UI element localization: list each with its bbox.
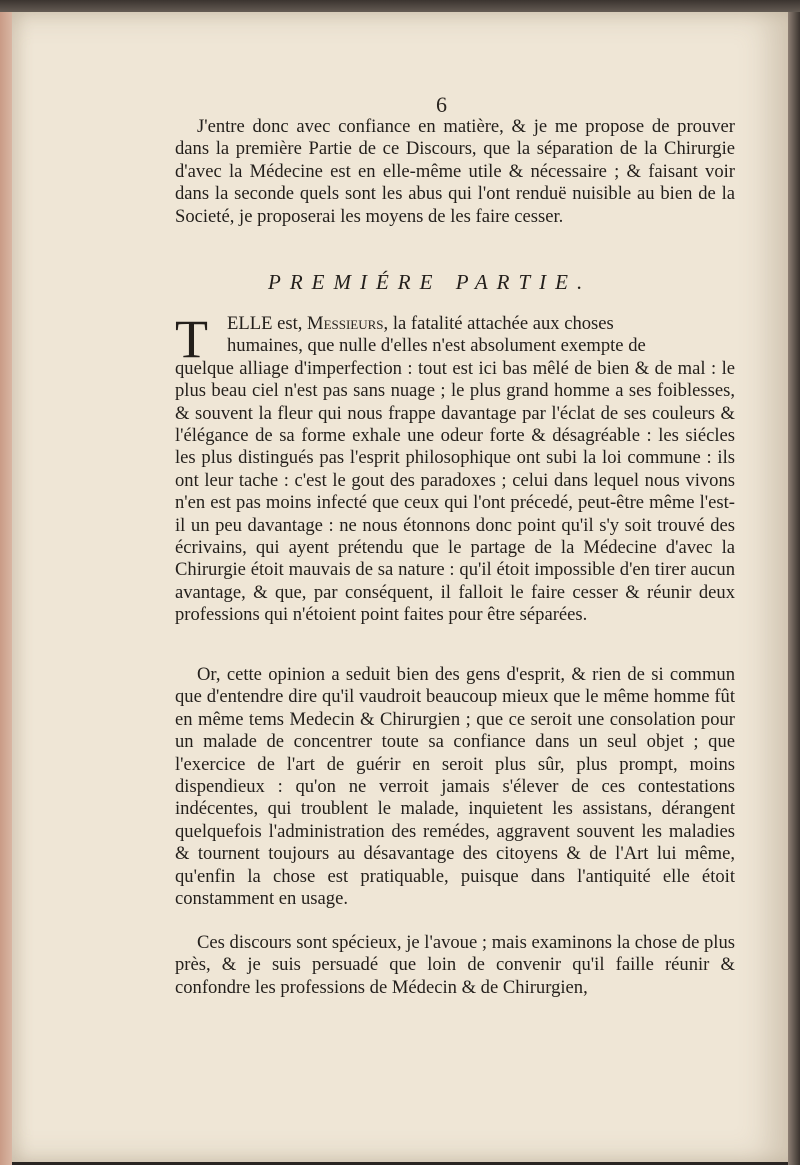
page-left-edge bbox=[0, 12, 12, 1165]
paragraph-telle-line2: humaines, que nulle d'elles n'est absolument exempte de bbox=[227, 335, 646, 357]
line1-tail: , la fatalité attachée aux choses bbox=[383, 313, 614, 334]
drop-cap: T bbox=[175, 309, 208, 369]
paragraph-telle-rest: quelque alliage d'imperfection : tout est ici bas mêlé de bien & de mal : le plus beau ciel n'est pas sans nuage ; le plus grand homme a ses foiblesses, & souvent la fleur qui nous frappe davantage par l'éclat de ses couleurs & l'élégance de sa forme exhale une odeur forte & désagréable : les siécles les plus distingués pas l'esprit philosophique ont subi la loi commune : ils ont leur tache : c'est le gout des paradoxes ; celui dans lequel nous vivons n'en est pas moins infecté que ceux qui l'ont précedé, peut-être même l'est-il un peu davantage : ne nous étonnons donc point qu'il s'y soit trouvé des écrivains, qui ayent prétendu que le partage de la Médecine d'avec la Chirurgie étoit mauvais de sa nature : qu'il étoit impossible d'en tirer aucun avantage, & que, par conséquent, il falloit le faire cesser & réunir deux professions qui n'étoient point faites pour être séparées. bbox=[175, 357, 735, 626]
paragraph-discours: Ces discours sont spécieux, je l'avoue ; mais examinons la chose de plus près, & je suis persuadé que loin de convenir qu'il faille réunir & confondre les professions de Médecin & de Chirurgien, bbox=[175, 932, 735, 998]
page-number: 6 bbox=[436, 92, 447, 117]
address-messieurs: Messieurs bbox=[307, 313, 384, 334]
line1-start: ELLE est, bbox=[227, 313, 303, 334]
page-right-edge bbox=[788, 12, 800, 1165]
paragraph-opinion: Or, cette opinion a seduit bien des gens d'esprit, & rien de si commun que d'entendre dire qu'il vaudroit beaucoup mieux que le même homme fût en même tems Medecin & Chirurgien ; que ce seroit une consolation pour un malade de concentrer toute sa confiance dans un seul objet ; que l'exercice de l'art de guérir en seroit plus sûr, plus prompt, moins dispendieux : qu'on ne verroit jamais s'élever de ces contestations indécentes, qui troublent le malade, inquietent les assistans, dérangent quelquefois l'administration des remédes, aggravent souvent les maladies & tournent toujours au désavantage des citoyens & de l'Art lui même, qu'enfin la chose est pratiquable, puisque dans l'antiquité elle étoit constamment en usage. bbox=[175, 664, 735, 910]
paragraph-intro: J'entre donc avec confiance en matière, & je me propose de prouver dans la première Partie de ce Discours, que la séparation de la Chirurgie d'avec la Médecine est en elle-même utile & nécessaire ; & faisant voir dans la seconde quels sont les abus qui l'ont renduë nuisible au bien de la Societé, je proposerai les moyens de les faire cesser. bbox=[175, 116, 735, 227]
paragraph-telle-text bbox=[175, 309, 735, 627]
paragraph-telle-line1 bbox=[175, 313, 735, 335]
section-heading: PREMIÉRE PARTIE. bbox=[268, 270, 592, 294]
